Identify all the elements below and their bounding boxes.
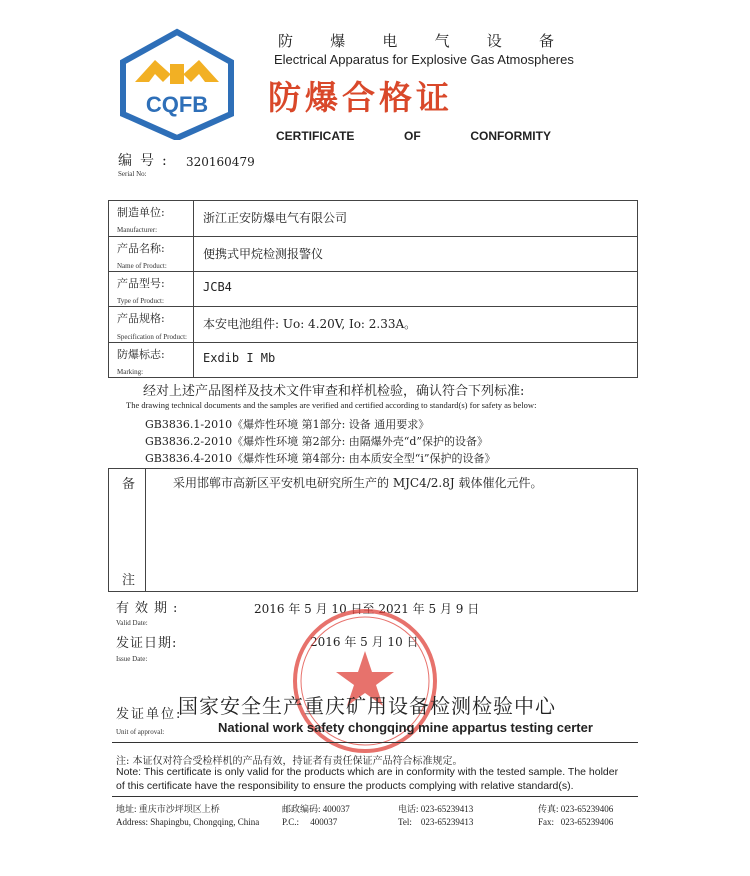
header-cn-title — [278, 30, 558, 51]
cert-word: CERTIFICATE — [276, 129, 355, 143]
address-label: 地址: — [116, 804, 137, 814]
header-cn-char: 爆 — [330, 32, 350, 50]
header-cn-char: 设 — [486, 32, 506, 50]
table-row — [109, 236, 637, 272]
table-row — [109, 342, 637, 378]
product-info-table — [108, 200, 638, 378]
cqfb-logo — [117, 28, 237, 140]
valid-date-label-en: Valid Date: — [116, 619, 148, 627]
footer-tel-en — [398, 817, 473, 827]
header-cn-char: 备 — [538, 32, 558, 50]
serial-label-cn: 编号: — [118, 153, 175, 169]
field-label-cn: 产品型号: — [117, 277, 165, 290]
table-row — [109, 271, 637, 307]
postcode-label: 邮政编码: — [282, 804, 321, 814]
footer-tel-cn — [398, 802, 473, 815]
fax-value: 023-65239406 — [560, 817, 614, 827]
field-label-en: Marking: — [117, 368, 144, 376]
fax-label: Fax: — [538, 817, 555, 827]
standards-intro-en: The drawing technical documents and the samples are verified and certified according to standard(s) for safety as below: — [126, 400, 537, 410]
address-value: 重庆市沙坪坝区上桥 — [138, 804, 220, 814]
approval-label-cn: 发证单位: — [116, 707, 183, 722]
standards-intro-cn: 经对上述产品图样及技术文件审查和样机检验，确认符合下列标准: — [143, 384, 525, 399]
product-spec-value: 本安电池组件: Uo: 4.20V, Io: 2.33A。 — [203, 317, 417, 331]
standard-item: GB3836.1-2010《爆炸性环境 第1部分: 设备 通用要求》 — [145, 418, 430, 431]
serial-label-en: Serial No: — [118, 170, 147, 178]
field-label-cn: 防爆标志: — [117, 348, 165, 361]
postcode-value: 400037 — [310, 817, 338, 827]
cert-word: CONFORMITY — [470, 129, 551, 143]
marking-value: Exdib I Mb — [203, 351, 276, 365]
issue-date-label-cn: 发证日期: — [116, 636, 178, 651]
footer-postcode-en — [282, 817, 337, 827]
header-en-title: Electrical Apparatus for Explosive Gas Atmospheres — [274, 52, 574, 67]
field-label-cn: 产品规格: — [117, 312, 165, 325]
tel-value: 023-65239413 — [420, 817, 474, 827]
field-label-cn: 制造单位: — [117, 206, 165, 219]
field-label-en: Name of Product: — [117, 262, 167, 270]
cert-word: OF — [404, 129, 421, 143]
field-label-en: Type of Product: — [117, 297, 164, 305]
standard-item: GB3836.2-2010《爆炸性环境 第2部分: 由隔爆外壳“d”保护的设备》 — [145, 435, 489, 448]
fax-value: 023-65239406 — [560, 804, 614, 814]
footer-address-en: Address: Shapingbu, Chongqing, China — [116, 817, 260, 827]
note-en-line1: Note: This certificate is only valid for the products which are in conformity with the tested sample. The holder — [116, 766, 619, 778]
certificate-title-en — [276, 129, 551, 143]
postcode-value: 400037 — [322, 804, 350, 814]
tel-label: Tel: — [398, 817, 412, 827]
remarks-label: 注 — [122, 573, 136, 588]
table-row — [109, 201, 637, 236]
tel-value: 023-65239413 — [420, 804, 474, 814]
footer-address-cn — [116, 802, 220, 815]
issuer-name-en: National work safety chongqing mine appartus testing certer — [218, 720, 593, 735]
field-label-en: Specification of Product: — [117, 333, 187, 341]
footer-fax-cn — [538, 802, 613, 815]
valid-date-label-cn: 有效期: — [116, 601, 184, 616]
manufacturer-value: 浙江正安防爆电气有限公司 — [203, 211, 348, 225]
remarks-box — [108, 468, 638, 592]
standard-item: GB3836.4-2010《爆炸性环境 第4部分: 由本质安全型“i”保护的设备》 — [145, 452, 496, 465]
divider — [112, 742, 638, 743]
divider — [112, 796, 638, 797]
footer-postcode-cn — [282, 802, 350, 815]
approval-label-en: Unit of approval: — [116, 728, 165, 736]
header-cn-char: 电 — [382, 32, 402, 50]
issue-date-label-en: Issue Date: — [116, 655, 148, 663]
field-label-en: Manufacturer: — [117, 226, 158, 234]
valid-date-value: 2016 年 5 月 10 日至 2021 年 5 月 9 日 — [254, 602, 480, 616]
issue-date-value: 2016 年 5 月 10 日 — [310, 635, 419, 649]
remarks-text: 采用邯郸市高新区平安机电研究所生产的 MJC4/2.8J 载体催化元件。 — [173, 476, 543, 490]
fax-label: 传真: — [538, 804, 559, 814]
tel-label: 电话: — [398, 804, 419, 814]
header-cn-char: 防 — [278, 32, 298, 50]
remarks-label: 备 — [122, 477, 136, 492]
serial-number: 320160479 — [186, 155, 255, 169]
footer-fax-en — [538, 817, 613, 827]
note-cn: 注: 本证仅对符合受检样机的产品有效，持证者有责任保证产品符合标准规定。 — [116, 756, 463, 767]
note-en-line2: of this certificate have the responsibility to ensure the products complying with relative standard(s). — [116, 780, 574, 792]
product-type-value: JCB4 — [203, 280, 232, 294]
product-name-value: 便携式甲烷检测报警仪 — [203, 247, 324, 261]
header-cn-char: 气 — [434, 32, 454, 50]
logo-text: CQFB — [145, 92, 209, 117]
issuer-name-cn: 国家安全生产重庆矿用设备检测检验中心 — [178, 694, 556, 718]
postcode-label: P.C.: — [282, 817, 300, 827]
field-label-cn: 产品名称: — [117, 242, 165, 255]
certificate-title-cn: 防爆合格证 — [268, 78, 453, 117]
table-row — [109, 306, 637, 343]
